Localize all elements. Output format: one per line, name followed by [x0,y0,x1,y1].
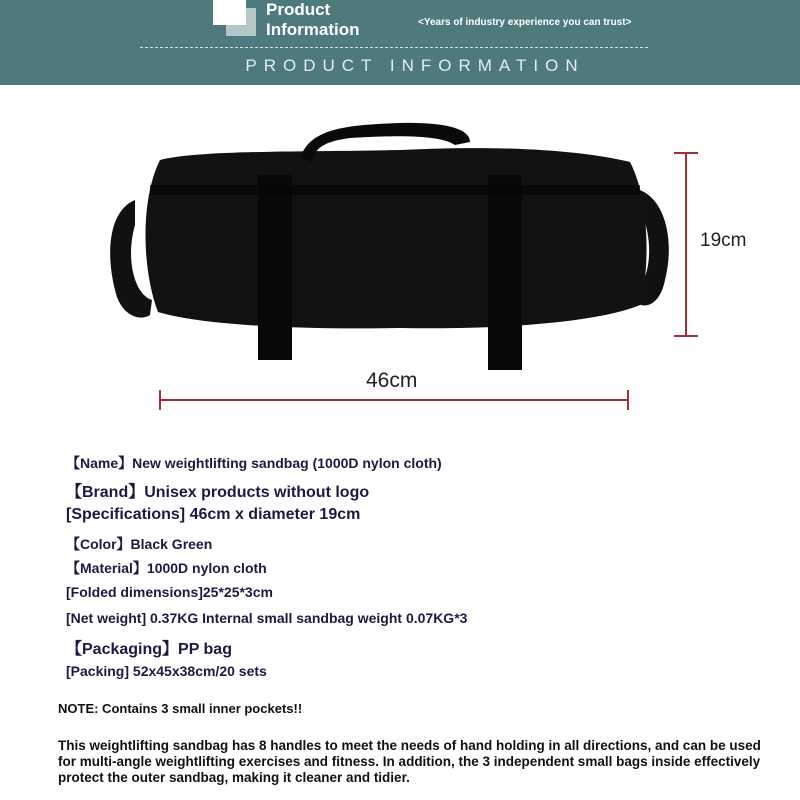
spec-specifications: [Specifications] 46cm x diameter 19cm [66,506,361,523]
spec-color: 【Color】Black Green [66,536,213,552]
banner-text: PRODUCT INFORMATION [245,56,585,75]
spec-net-weight: [Net weight] 0.37KG Internal small sandbag weight 0.07KG*3 [66,610,468,626]
divider [140,47,648,48]
spec-material: 【Material】1000D nylon cloth [66,560,267,576]
spec-folded-dimensions: [Folded dimensions]25*25*3cm [66,584,273,600]
spec-packaging: 【Packaging】PP bag [66,641,232,658]
title-line2: Information [266,20,360,39]
header-title [266,0,360,40]
description: This weightlifting sandbag has 8 handles to meet the needs of hand holding in all directions, and can be used for multi-angle weightlifting exercises and fitness. In addition, the 3 independent small bags inside effectively protect the outer sandbag, making it cleaner and tidier. [58,738,761,785]
decor-square [213,0,246,25]
spec-packing: [Packing] 52x45x38cm/20 sets [66,663,267,679]
header-banner [0,0,800,85]
height-label: 19cm [700,230,747,251]
note: NOTE: Contains 3 small inner pockets!! [58,701,303,716]
width-label: 46cm [366,369,418,392]
header-tagline: <Years of industry experience you can trust> [418,17,632,28]
height-dimension-line [674,153,698,336]
sandbag [110,123,669,370]
width-dimension-line [160,390,628,410]
title-line1: Product [266,0,331,19]
spec-name: 【Name】New weightlifting sandbag (1000D nylon cloth) [66,455,442,471]
spec-brand: 【Brand】Unisex products without logo [66,484,370,501]
